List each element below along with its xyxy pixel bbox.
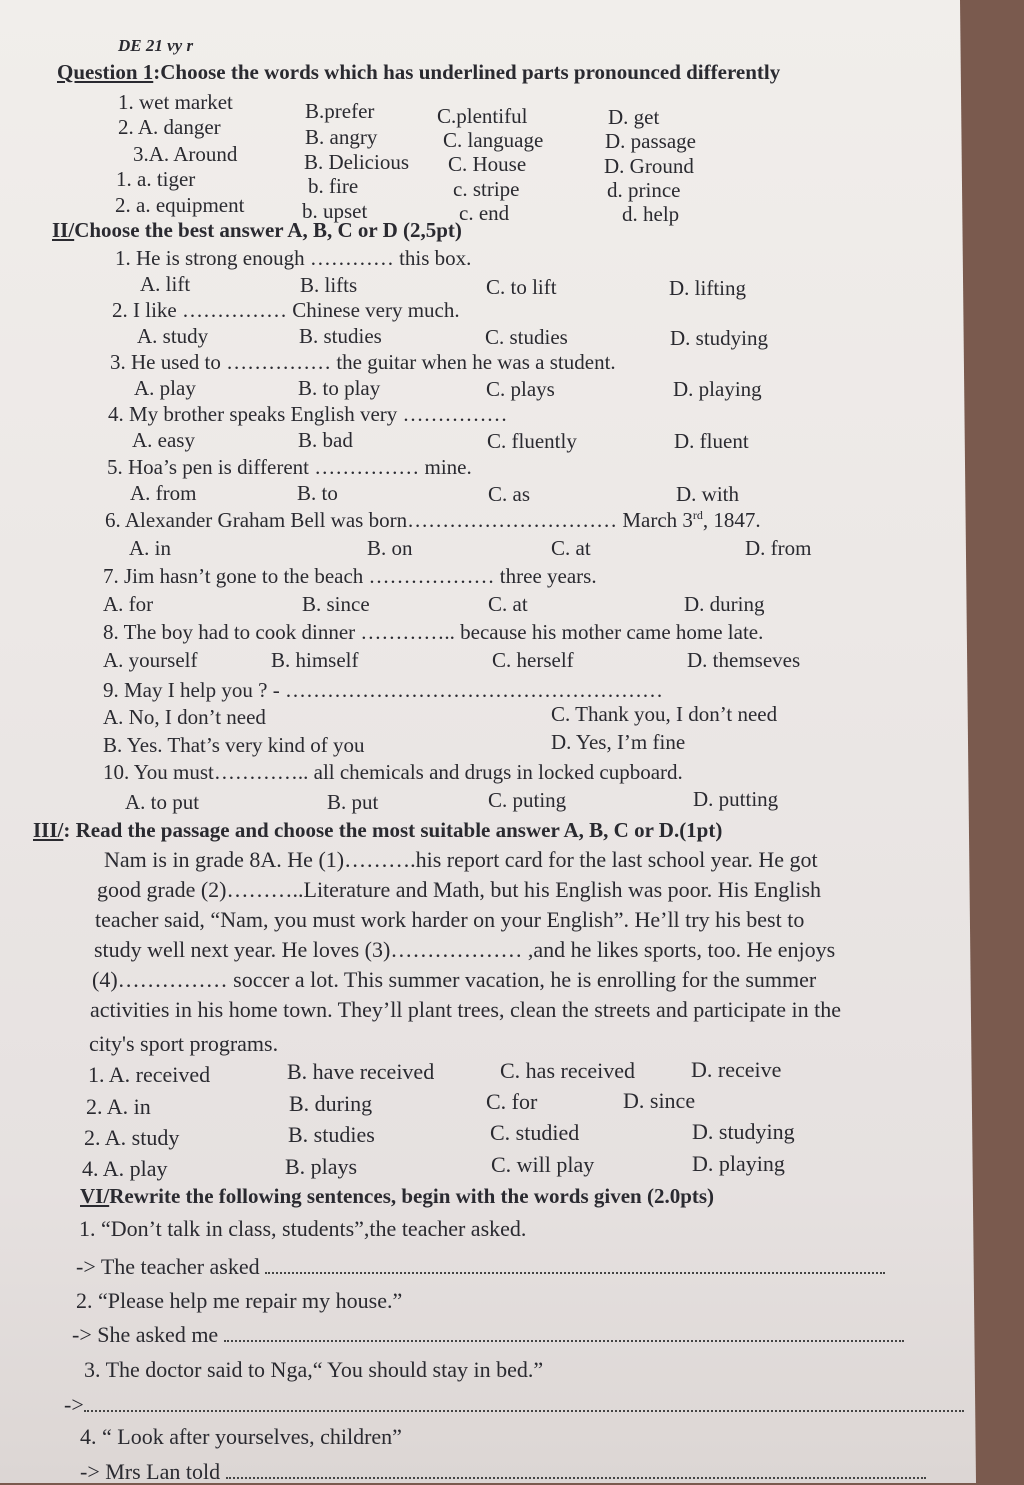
s3-option: C. will play — [491, 1152, 595, 1177]
s3-option: 2. A. in — [86, 1094, 151, 1119]
rewrite-answer-line: -> — [64, 1392, 964, 1418]
q1-option: 1. a. tiger — [116, 167, 196, 191]
s3-option: B. during — [289, 1091, 373, 1116]
s3-option: 4. A. play — [82, 1156, 168, 1181]
q1-option: d. help — [622, 202, 680, 226]
s3-option: 1. A. received — [88, 1062, 211, 1087]
passage-line: activities in his home town. They’ll plant trees, clean the streets and participate in the — [90, 997, 842, 1022]
q1-option: d. prince — [607, 178, 681, 202]
s2-q2-stem: 2. I like …………… Chinese very much. — [112, 298, 460, 322]
s2-option: B. since — [302, 592, 370, 616]
section-3-heading: III/: Read the passage and choose the most suitable answer A, B, C or D.(1pt) — [33, 818, 723, 842]
s2-option: D. putting — [693, 787, 779, 811]
rewrite-answer-line: -> The teacher asked — [76, 1254, 885, 1280]
s2-option: D. playing — [673, 377, 762, 401]
s2-q6-stem: 6. Alexander Graham Bell was born………………………… March 3rd, 1847. — [105, 508, 761, 532]
passage-line: Nam is in grade 8A. He (1)……….his report card for the last school year. He got — [104, 847, 818, 872]
q1-option: C. House — [448, 152, 527, 176]
s2-option: A. play — [134, 376, 196, 400]
section-2-heading: II/Choose the best answer A, B, C or D (2,5pt) — [52, 218, 462, 242]
s2-option: C. Thank you, I don’t need — [551, 702, 778, 726]
s2-q4-stem: 4. My brother speaks English very …………… — [108, 402, 508, 426]
q1-option: B. angry — [305, 125, 378, 149]
s2-option: B. studies — [299, 324, 382, 348]
s2-q10-stem: 10. You must………….. all chemicals and drugs in locked cupboard. — [103, 760, 683, 784]
s2-option: A. study — [137, 324, 209, 348]
passage-line: city's sport programs. — [89, 1031, 279, 1056]
s2-option: B. put — [327, 790, 379, 814]
q1-option: B.prefer — [305, 99, 375, 123]
s2-option: B. to play — [298, 376, 381, 400]
s2-q1-stem: 1. He is strong enough ………… this box. — [115, 246, 472, 270]
s2-q5-stem: 5. Hoa’s pen is different …………… mine. — [107, 455, 472, 479]
s2-option: B. bad — [298, 428, 353, 452]
q1-option: c. stripe — [453, 177, 520, 201]
s3-option: B. studies — [288, 1122, 375, 1147]
s2-option: D. studying — [670, 326, 769, 350]
s2-option: D. from — [745, 536, 812, 560]
s2-option: A. from — [130, 481, 197, 505]
s2-option: A. yourself — [103, 648, 198, 672]
rewrite-sentence: 3. The doctor said to Nga,“ You should stay in bed.” — [84, 1357, 544, 1382]
q1-option: D. get — [608, 105, 660, 129]
s2-option: B. to — [297, 481, 338, 505]
s3-option: C. has received — [500, 1058, 635, 1083]
s2-option: A. for — [103, 592, 154, 616]
q1-option: b. fire — [308, 174, 359, 198]
q1-option: c. end — [459, 201, 510, 225]
s2-option: A. lift — [140, 272, 191, 296]
s3-option: C. for — [486, 1089, 538, 1114]
s2-option: A. in — [129, 536, 171, 560]
s2-option: D. with — [676, 482, 739, 506]
rewrite-sentence: 1. “Don’t talk in class, students”,the teacher asked. — [79, 1216, 527, 1241]
rewrite-answer-line: -> She asked me — [72, 1322, 904, 1348]
q1-option: 2. A. danger — [118, 115, 221, 139]
rewrite-answer-line: -> Mrs Lan told — [80, 1459, 926, 1485]
s2-option: A. No, I don’t need — [103, 705, 266, 729]
s3-option: D. receive — [691, 1057, 782, 1082]
s2-option: C. herself — [492, 648, 574, 672]
s2-option: B. on — [367, 536, 413, 560]
rewrite-sentence: 4. “ Look after yourselves, children” — [80, 1424, 402, 1449]
s2-q3-stem: 3. He used to …………… the guitar when he was a student. — [110, 350, 616, 374]
s2-option: D. during — [684, 592, 765, 616]
s2-option: A. to put — [125, 790, 200, 814]
s2-option: C. at — [488, 592, 528, 616]
s2-q7-stem: 7. Jim hasn’t gone to the beach ……………… three years. — [103, 564, 597, 588]
paper-code: DE 21 vy r — [118, 36, 194, 55]
s2-option: D. Yes, I’m fine — [551, 730, 686, 754]
q1-option: D. passage — [605, 129, 696, 153]
s2-option: D. lifting — [669, 276, 746, 300]
s3-option: D. studying — [692, 1119, 795, 1144]
rewrite-sentence: 2. “Please help me repair my house.” — [76, 1288, 403, 1313]
q1-option: 2. a. equipment — [115, 193, 245, 217]
s2-option: D. fluent — [674, 429, 749, 453]
s2-option: C. at — [551, 536, 591, 560]
s2-option: C. as — [488, 482, 530, 506]
s2-option: B. himself — [271, 648, 359, 672]
s2-option: C. to lift — [486, 275, 557, 299]
s2-option: D. themseves — [687, 648, 801, 672]
s2-option: C. fluently — [487, 429, 577, 453]
s3-option: B. have received — [287, 1059, 435, 1084]
s3-option: 2. A. study — [84, 1125, 180, 1150]
s2-q8-stem: 8. The boy had to cook dinner ………….. because his mother came home late. — [103, 620, 764, 644]
section-4-heading: VI/Rewrite the following sentences, begin with the words given (2.0pts) — [80, 1184, 715, 1208]
s2-option: B. Yes. That’s very kind of you — [103, 733, 365, 757]
passage-line: teacher said, “Nam, you must work harder on your English”. He’ll try his best to — [95, 907, 805, 932]
q1-option: B. Delicious — [304, 150, 409, 174]
q1-option: 1. wet market — [118, 90, 233, 114]
s3-option: D. playing — [692, 1151, 785, 1176]
passage-line: study well next year. He loves (3)……………… ,and he likes sports, too. He enjoys — [94, 937, 836, 962]
passage-line: good grade (2)………..Literature and Math, but his English was poor. His English — [97, 877, 822, 902]
s2-option: C. studies — [485, 325, 568, 349]
s3-option: B. plays — [285, 1154, 358, 1179]
s2-option: C. puting — [488, 788, 567, 812]
s2-q9-stem: 9. May I help you ? - ……………………………………………… — [103, 678, 663, 702]
s2-option: A. easy — [132, 428, 195, 452]
s3-option: D. since — [623, 1088, 696, 1113]
q1-option: C.plentiful — [437, 104, 528, 128]
s3-option: C. studied — [490, 1120, 580, 1145]
question-1-heading: Question 1:Choose the words which has underlined parts pronounced differently — [57, 60, 781, 84]
q1-option: 3.A. Around — [133, 142, 238, 166]
q1-option: D. Ground — [604, 154, 694, 178]
s2-option: C. plays — [486, 377, 555, 401]
q1-option: C. language — [443, 128, 544, 152]
s2-option: B. lifts — [300, 273, 358, 297]
passage-line: (4)…………… soccer a lot. This summer vacation, he is enrolling for the summer — [92, 967, 817, 992]
q1-option: b. upset — [302, 199, 368, 223]
